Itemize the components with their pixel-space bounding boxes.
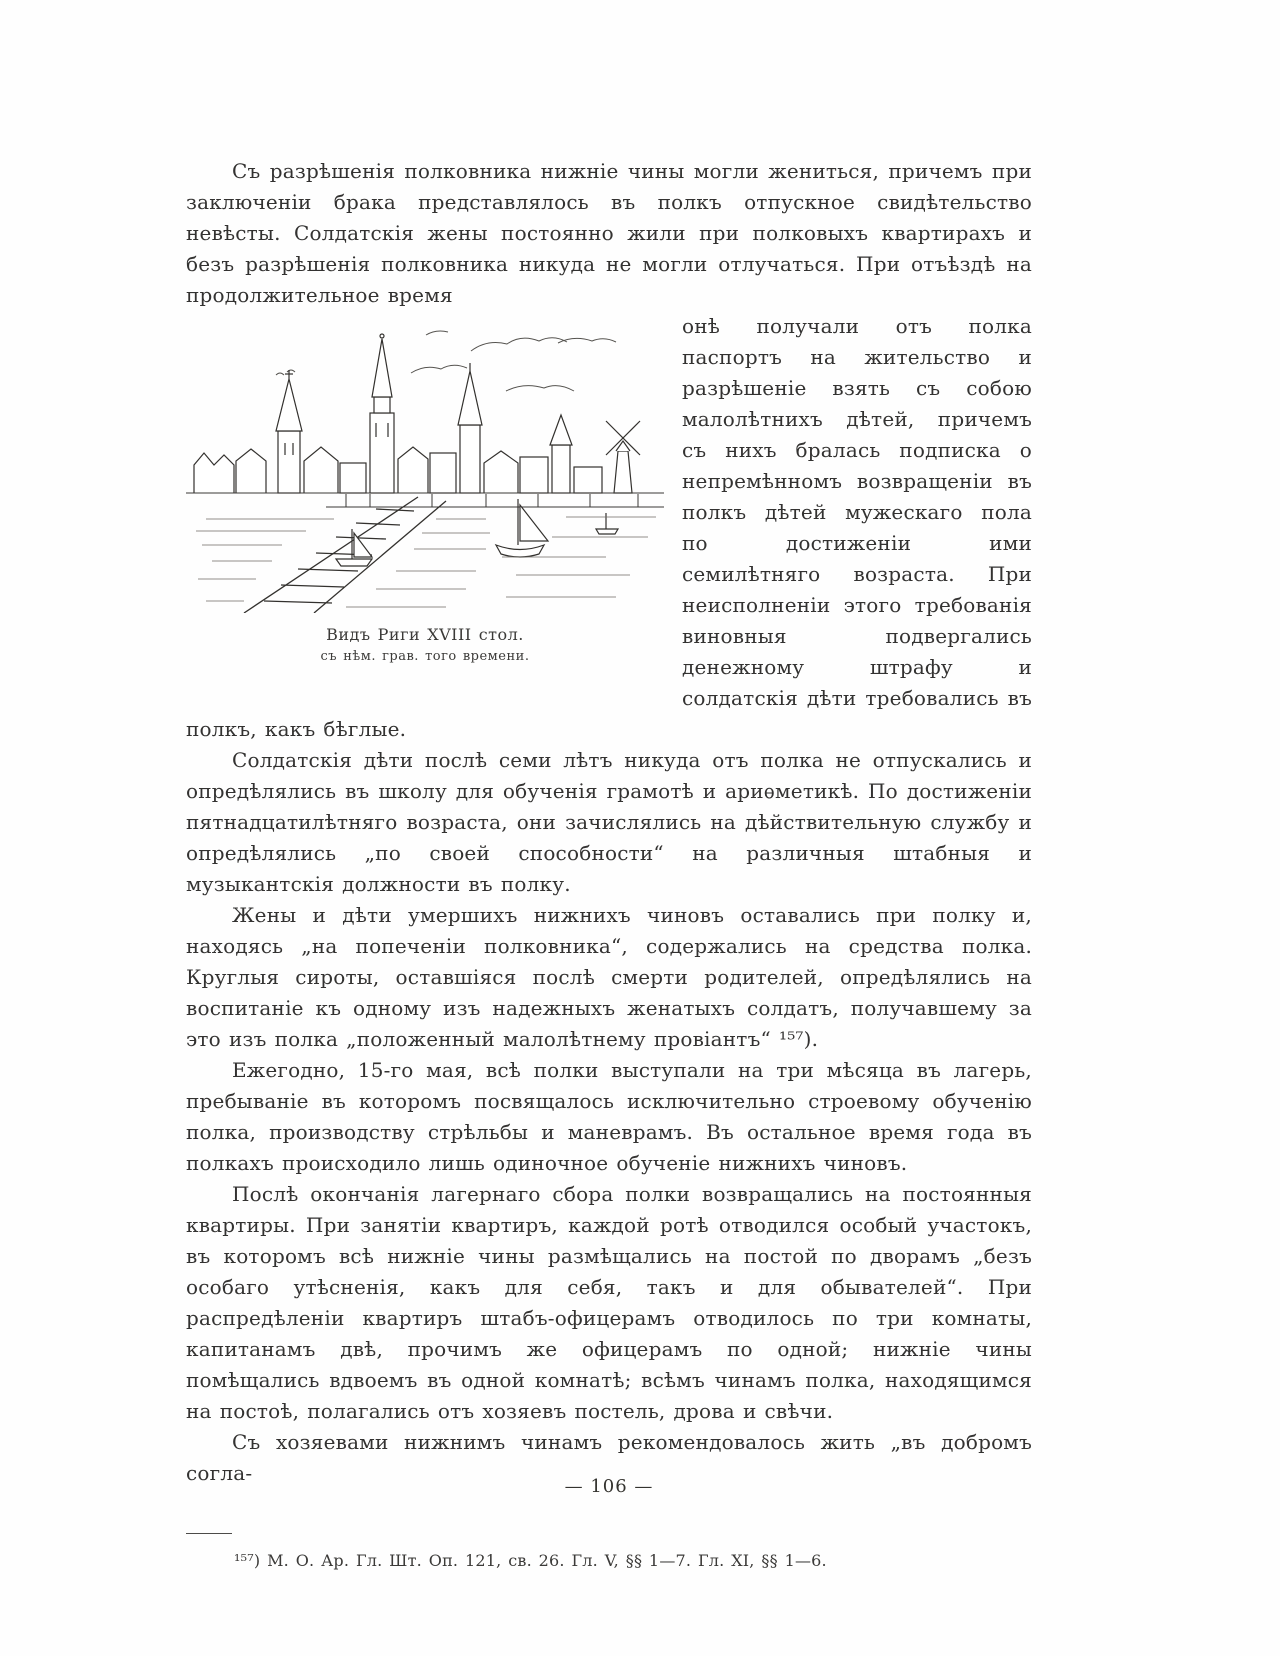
paragraph-1: Съ разрѣшенія полковника нижніе чины могли жениться, причемъ при заключеніи брака представлялось въ полкъ отпускное свидѣтельство невѣсты. Солдатскія жены постоянно жили при полковыхъ квартирахъ и безъ разрѣшенія полковника никуда не могли отлучаться. При отъѣздѣ на продолжительное время [186,159,1032,307]
figure-caption-line1: Видъ Риги XVIII стол. [326,625,524,644]
figure-caption-line2: съ нѣм. грав. того времени. [320,649,530,664]
figure-text-wrap [186,311,1032,900]
text-block [186,156,1032,1587]
page-number: — 106 — [564,1476,654,1497]
figure-riga [186,313,664,665]
paragraph-6: Съ хозяевами нижнимъ чинамъ рекомендовалось жить „въ добромъ согла- [186,1430,1032,1485]
riga-engraving-illustration [186,313,664,613]
footnote-text: ¹⁵⁷) М. О. Ар. Гл. Шт. Оп. 121, св. 26. Гл. V, §§ 1—7. Гл. XI, §§ 1—6. [234,1551,827,1570]
figure-caption [186,625,664,665]
paragraph-3: Жены и дѣти умершихъ нижнихъ чиновъ оставались при полку и, находясь „на попеченіи полковника“, содержались на средства полка. Круглыя сироты, оставшіяся послѣ смерти родителей, опредѣлялись на воспитаніе къ одному изъ надежныхъ женатыхъ солдатъ, получавшему за это изъ полка „положенный малолѣтнему провіантъ“ ¹⁵⁷). [186,903,1032,1051]
footnote-separator [186,1533,232,1534]
paragraph-4: Ежегодно, 15-го мая, всѣ полки выступали на три мѣсяца въ лагерь, пребываніе въ которомъ посвящалось исключительно строевому обученію полка, производству стрѣльбы и маневрамъ. Въ остальное время года въ полкахъ происходило лишь одиночное обученіе нижнихъ чиновъ. [186,1058,1032,1175]
paragraph-5: Послѣ окончанія лагернаго сбора полки возвращались на постоянныя квартиры. При занятіи квартиръ, каждой ротѣ отводился особый участокъ, въ которомъ всѣ нижніе чины размѣщались на постой по дворамъ „безъ особаго утѣсненія, какъ для себя, такъ и для обывателей“. При распредѣленіи квартиръ штабъ-офицерамъ отводилось по три комнаты, капитанамъ двѣ, прочимъ же офицерамъ по одной; нижніе чины помѣщались вдвоемъ въ одной комнатѣ; всѣмъ чинамъ полка, находящимся на постоѣ, полагались отъ хозяевъ постель, дрова и свѣчи. [186,1182,1032,1423]
paragraph-1-continuation: онѣ получали отъ полка паспортъ на жительство и разрѣшеніе взять съ собою малолѣтнихъ дѣтей, причемъ съ нихъ бралась подписка о непремѣнномъ возвращеніи въ полкъ дѣтей мужескаго пола по достиженіи ими семилѣтняго возраста. При неисполненіи этого требованія виновныя подвергались денежному штрафу и солдатскія дѣти требовались въ полкъ, какъ бѣглые. [186,314,1032,741]
paragraph-2: Солдатскія дѣти послѣ семи лѣтъ никуда отъ полка не отпускались и опредѣлялись въ школу для обученія грамотѣ и ариѳметикѣ. По достиженіи пятнадцатилѣтняго возраста, они зачислялись на дѣйствительную службу и опредѣлялись „по своей способности“ на различныя штабныя и музыкантскія должности въ полку. [186,748,1032,896]
